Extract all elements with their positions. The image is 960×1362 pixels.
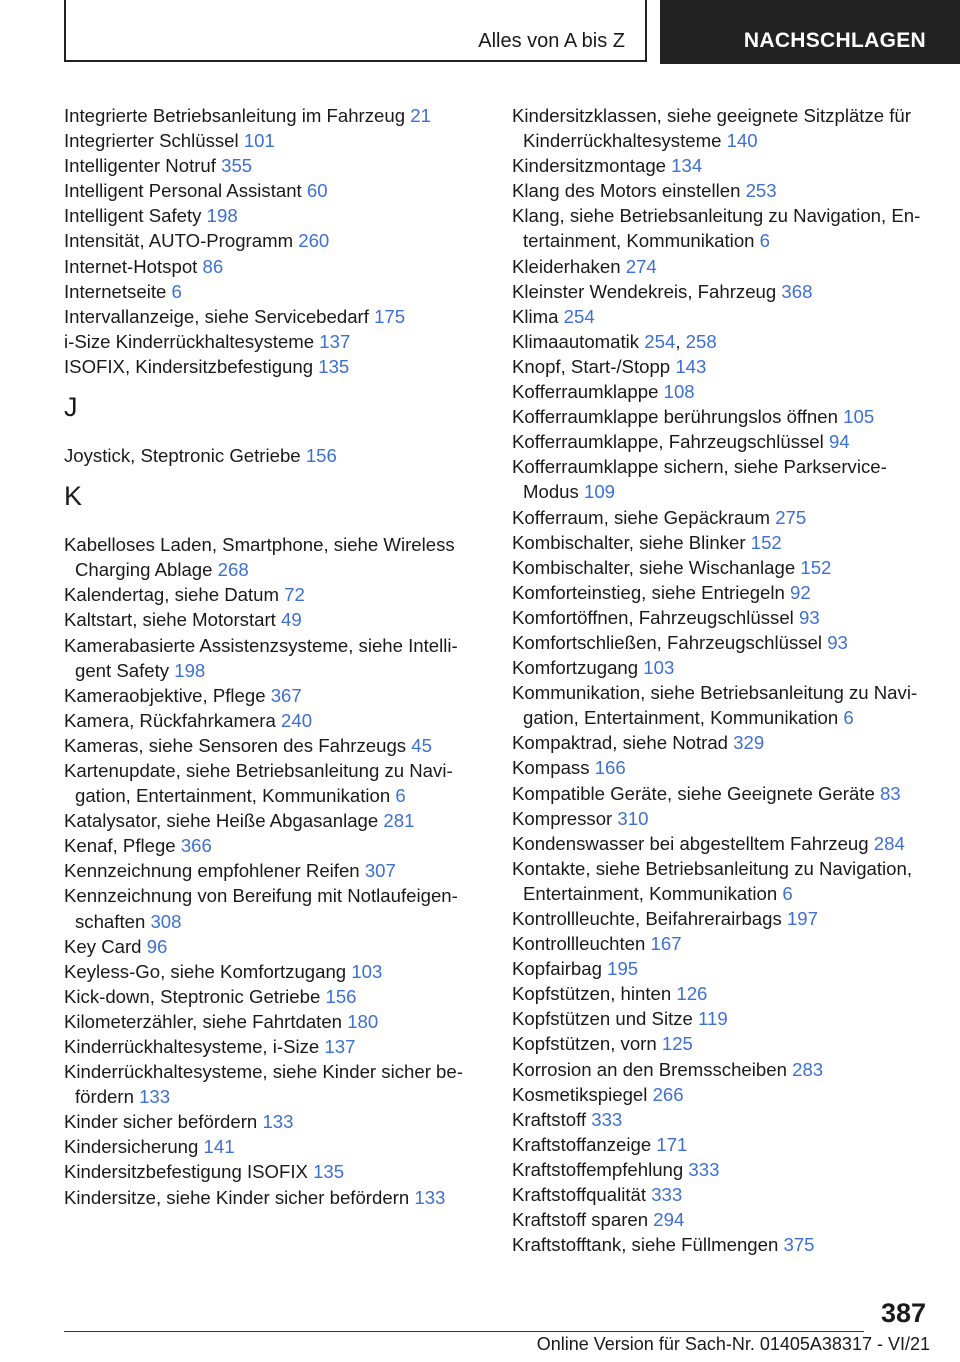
index-entry: [64, 833, 480, 858]
page-reference-link[interactable]: 329: [733, 732, 765, 754]
index-term: Kinder sicher befördern: [64, 1111, 258, 1133]
index-term: Kontrollleuchten: [512, 933, 646, 955]
index-entry: [512, 730, 936, 755]
index-letter-heading: K: [64, 481, 83, 512]
index-entry: [64, 984, 480, 1009]
page-reference-link[interactable]: 140: [726, 130, 758, 152]
index-term: Kopfstützen, hinten: [512, 983, 672, 1005]
index-term: Klima: [512, 305, 559, 327]
index-term: Kamera, Rückfahrkamera: [64, 709, 276, 731]
index-entry: [512, 1157, 936, 1182]
index-entry: [512, 505, 936, 530]
index-term: Kalendertag, siehe Datum: [64, 584, 279, 606]
page-reference-link[interactable]: 152: [800, 556, 832, 578]
index-entry: [64, 254, 480, 279]
index-entry: [64, 128, 480, 153]
index-term: Joystick, Steptronic Getriebe: [64, 445, 301, 467]
page-reference-link[interactable]: 103: [351, 960, 383, 982]
index-entry: [64, 733, 480, 758]
page-reference-link[interactable]: 260: [298, 230, 330, 252]
page-reference-link[interactable]: 195: [607, 958, 639, 980]
page-reference-link[interactable]: 141: [203, 1136, 235, 1158]
page-reference-link[interactable]: 198: [206, 205, 238, 227]
index-entry: [512, 781, 936, 806]
page-reference-link[interactable]: 266: [652, 1083, 684, 1105]
index-term: Kinderrückhaltesysteme, siehe Kinder sicher befördern: [64, 1061, 463, 1108]
index-term: Komforteinstieg, siehe Entriegeln: [512, 581, 785, 603]
page-reference-link[interactable]: 284: [873, 832, 905, 854]
page-reference-link[interactable]: 197: [786, 908, 818, 929]
page-reference-link[interactable]: 355: [221, 155, 253, 177]
page-reference-link[interactable]: 333: [688, 1158, 720, 1180]
page-reference-link[interactable]: 375: [783, 1234, 815, 1256]
index-term: Kontakte, siehe Betriebsanleitung zu Navigation, Entertainment, Kommunikation: [512, 857, 913, 904]
page-reference-link[interactable]: 119: [698, 1008, 728, 1030]
index-entry: [512, 931, 936, 956]
index-entry: [512, 555, 936, 580]
index-term: Komfortöffnen, Fahrzeugschlüssel: [512, 606, 794, 628]
page-reference-link[interactable]: 307: [364, 860, 396, 882]
index-entry: [64, 758, 480, 808]
page-reference-link[interactable]: 72: [284, 584, 305, 606]
index-entry: [64, 103, 480, 128]
index-term: Kofferraumklappe: [512, 381, 659, 403]
index-term: Kompaktrad, siehe Notrad: [512, 732, 729, 754]
index-entry: [512, 429, 936, 454]
index-term: Kofferraumklappe, Fahrzeugschlüssel: [512, 431, 824, 453]
page-reference-link[interactable]: 6: [395, 785, 406, 807]
page-reference-link[interactable]: 156: [305, 445, 337, 467]
page-reference-link[interactable]: 143: [675, 355, 707, 377]
page-reference-link[interactable]: 134: [671, 155, 703, 177]
index-term: Katalysator, siehe Heiße Abgasanlage: [64, 810, 379, 832]
page-reference-link[interactable]: 240: [281, 709, 313, 731]
index-entry: [512, 1082, 936, 1107]
index-entry: [512, 454, 936, 504]
index-term: Kennzeichnung von Bereifung mit Notlaufeigenschaften: [64, 885, 458, 932]
index-entry: [64, 178, 480, 203]
index-term: Kindersitzklassen, siehe geeignete Sitzplätze für Kinderrückhaltesysteme: [512, 105, 911, 152]
page-reference-link[interactable]: 45: [411, 734, 432, 756]
page-reference-link[interactable]: 93: [798, 606, 820, 628]
page-reference-link[interactable]: 83: [879, 782, 901, 804]
index-entry: [64, 708, 480, 733]
page-reference-link[interactable]: 258: [685, 330, 717, 352]
page-reference-link[interactable]: 198: [174, 659, 206, 681]
index-term: Kabelloses Laden, Smartphone, siehe Wireless Charging Ablage: [64, 534, 455, 581]
index-entry: [64, 153, 480, 178]
index-entry: [512, 1006, 936, 1031]
index-term: Klang des Motors einstellen: [512, 180, 741, 202]
page-reference-link[interactable]: 268: [217, 559, 249, 581]
section-title: Alles von A bis Z: [478, 30, 625, 52]
index-term: Kofferraumklappe berührungslos öffnen: [512, 406, 838, 428]
index-entry: [512, 1031, 936, 1056]
index-entry: [64, 934, 480, 959]
page-reference-link[interactable]: 6: [782, 882, 793, 904]
index-term: Kraftstoffqualität: [512, 1184, 647, 1206]
index-column-right: [512, 103, 936, 1257]
index-term: Kameras, siehe Sensoren des Fahrzeugs: [64, 734, 407, 756]
index-entry: [64, 808, 480, 833]
index-term: Komfortzugang: [512, 657, 639, 679]
index-entry: [64, 329, 480, 354]
page-reference-link[interactable]: 86: [202, 255, 224, 277]
index-term: Kondenswasser bei abgestelltem Fahrzeug: [512, 832, 869, 854]
index-entry: [512, 856, 936, 906]
page-reference-link[interactable]: 94: [828, 431, 850, 453]
index-entry: [64, 354, 480, 379]
index-entry: [64, 633, 480, 683]
index-term: Kenaf, Pflege: [64, 835, 176, 857]
index-entry: [512, 254, 936, 279]
index-entry: [64, 203, 480, 228]
index-entry: [512, 680, 936, 730]
index-entry: [512, 831, 936, 856]
page-reference-link[interactable]: 175: [374, 305, 406, 327]
index-term: Kleiderhaken: [512, 255, 621, 277]
index-entry: [64, 443, 480, 468]
page-reference-link[interactable]: 96: [146, 935, 168, 957]
page-reference-link[interactable]: 156: [325, 985, 357, 1007]
page-reference-link[interactable]: 281: [383, 810, 415, 832]
index-term: Kick-down, Steptronic Getriebe: [64, 985, 321, 1007]
chapter-tab: [660, 0, 960, 64]
index-term: Kombischalter, siehe Wischanlage: [512, 556, 796, 578]
page-reference-link[interactable]: 253: [745, 180, 777, 202]
index-term: ISOFIX, Kindersitzbefestigung: [64, 355, 314, 377]
index-term: Kraftstofftank, siehe Füllmengen: [512, 1234, 779, 1256]
page-reference-link[interactable]: 368: [781, 280, 813, 302]
index-term: Kraftstoffempfehlung: [512, 1158, 684, 1180]
page-reference-link[interactable]: 21: [410, 105, 431, 126]
index-term: Kindersicherung: [64, 1136, 199, 1158]
page-reference-link[interactable]: 367: [270, 684, 302, 706]
page-reference-link[interactable]: 60: [306, 180, 328, 202]
index-entry: [64, 532, 480, 582]
page-reference-link[interactable]: 333: [591, 1108, 623, 1130]
page-number: 387: [880, 1298, 926, 1328]
index-term: Kraftstoff: [512, 1108, 587, 1130]
chapter-title: NACHSCHLAGEN: [743, 29, 926, 52]
index-entry: [64, 1059, 480, 1109]
page-reference-link[interactable]: 133: [262, 1111, 294, 1133]
page-reference-link[interactable]: 180: [347, 1010, 379, 1032]
page-reference-link[interactable]: 171: [656, 1133, 688, 1155]
index-term: Internet-Hotspot: [64, 255, 198, 277]
index-entry: [64, 1159, 480, 1184]
page-reference-link[interactable]: 254: [644, 330, 676, 352]
index-letter-heading: J: [64, 392, 78, 423]
index-term: Knopf, Start-/Stopp: [512, 355, 671, 377]
header-box: [64, 0, 647, 62]
page-reference-link[interactable]: 333: [651, 1184, 683, 1206]
index-entry: [512, 981, 936, 1006]
index-term: Kamerabasierte Assistenzsysteme, siehe Intelligent Safety: [64, 634, 458, 681]
index-entry: [512, 1207, 936, 1232]
index-entry: [512, 1057, 936, 1082]
index-entry: [64, 858, 480, 883]
page-reference-link[interactable]: 135: [313, 1161, 345, 1183]
index-entry: [512, 1132, 936, 1157]
page-reference-link[interactable]: 133: [414, 1186, 446, 1208]
index-term: Kontrollleuchte, Beifahrerairbags: [512, 908, 782, 929]
index-term: Kosmetikspiegel: [512, 1083, 648, 1105]
index-entry: [64, 1185, 480, 1210]
page-reference-link[interactable]: 6: [171, 280, 182, 302]
page-reference-link[interactable]: 93: [827, 631, 848, 653]
index-entry: [512, 655, 936, 680]
index-entry: [512, 203, 936, 253]
page-reference-link[interactable]: 105: [843, 406, 875, 428]
index-term: Kraftstoff sparen: [512, 1209, 649, 1231]
index-entry: [64, 304, 480, 329]
index-term: Intelligenter Notruf: [64, 155, 216, 177]
index-term: Kofferraum, siehe Gepäckraum: [512, 506, 771, 528]
index-entry: [64, 279, 480, 304]
index-entry: [512, 404, 936, 429]
page-reference-link[interactable]: 294: [653, 1209, 685, 1231]
page-reference-link[interactable]: 366: [180, 835, 212, 857]
index-term: Intelligent Safety: [64, 205, 202, 227]
page-reference-link[interactable]: 126: [676, 983, 708, 1005]
index-column-left: [64, 103, 480, 1210]
index-term: Kleinster Wendekreis, Fahrzeug: [512, 280, 777, 302]
page-reference-link[interactable]: 135: [318, 355, 350, 377]
page-reference-link[interactable]: 133: [139, 1086, 171, 1108]
index-entry: [512, 153, 936, 178]
page-reference-link[interactable]: 137: [324, 1036, 356, 1057]
page-reference-link[interactable]: 109: [583, 481, 616, 503]
index-entry: [512, 755, 936, 780]
index-term: Integrierte Betriebsanleitung im Fahrzeug: [64, 105, 406, 126]
page-reference-link[interactable]: 6: [843, 707, 854, 729]
index-entry: [512, 1182, 936, 1207]
index-term: Kaltstart, siehe Motorstart: [64, 609, 276, 631]
page-reference-link[interactable]: 137: [319, 330, 351, 352]
index-entry: [512, 103, 936, 153]
index-term: Kindersitzmontage: [512, 155, 666, 177]
index-term: i-Size Kinderrückhaltesysteme: [64, 330, 315, 352]
index-entry: [64, 607, 480, 632]
index-term: Kindersitzbefestigung ISOFIX: [64, 1161, 308, 1183]
index-entry: [512, 906, 936, 931]
page-reference-link[interactable]: 6: [759, 230, 771, 252]
page-reference-link[interactable]: 108: [663, 381, 695, 403]
index-term: Kindersitze, siehe Kinder sicher befördern: [64, 1186, 410, 1208]
page-reference-link[interactable]: 103: [643, 657, 675, 679]
page-reference-link[interactable]: 125: [661, 1033, 693, 1055]
index-entry: [512, 1107, 936, 1132]
index-term: Keyless-Go, siehe Komfortzugang: [64, 960, 347, 982]
footer-text: Online Version für Sach-Nr. 01405A38317 - VI/21: [536, 1334, 930, 1354]
index-entry: [512, 379, 936, 404]
index-term: Kombischalter, siehe Blinker: [512, 531, 746, 553]
index-entry: [512, 279, 936, 304]
index-term: Intervallanzeige, siehe Servicebedarf: [64, 305, 369, 327]
index-entry: [64, 582, 480, 607]
index-entry: [512, 630, 936, 655]
page-reference-link[interactable]: 152: [750, 531, 782, 553]
page-reference-link[interactable]: 49: [281, 609, 302, 631]
page-reference-link[interactable]: 308: [150, 910, 182, 932]
index-entry: [64, 1009, 480, 1034]
index-term: Internetseite: [64, 280, 167, 302]
index-term: Kameraobjektive, Pflege: [64, 684, 266, 706]
index-entry: Klimaautomatik 254, 258: [512, 330, 717, 352]
page-reference-link[interactable]: 274: [625, 255, 657, 277]
index-term: Klang, siehe Betriebsanleitung zu Navigation, Entertainment, Kommunikation: [512, 205, 921, 252]
index-term: Kopfstützen, vorn: [512, 1033, 657, 1055]
index-entry: [64, 228, 480, 253]
index-term: Intelligent Personal Assistant: [64, 180, 302, 202]
index-term: Kompass: [512, 757, 590, 779]
index-term: Integrierter Schlüssel: [64, 130, 239, 152]
index-entry: [512, 304, 936, 329]
index-entry: [512, 1232, 936, 1257]
index-term: Kartenupdate, siehe Betriebsanleitung zu Navigation, Entertainment, Kommunikation: [64, 759, 453, 807]
index-term: Kopfstützen und Sitze: [512, 1008, 693, 1030]
index-term: Komfortschließen, Fahrzeugschlüssel: [512, 631, 823, 653]
page-reference-link[interactable]: 166: [594, 757, 626, 779]
page-reference-link[interactable]: 275: [775, 506, 807, 528]
page-reference-link[interactable]: 254: [563, 305, 595, 327]
footer-divider: [64, 1331, 864, 1332]
page-reference-link[interactable]: 92: [790, 581, 811, 603]
index-term: Intensität, AUTO-Programm: [64, 230, 294, 252]
index-term: Kilometerzähler, siehe Fahrtdaten: [64, 1010, 343, 1032]
index-term: Kopfairbag: [512, 958, 602, 980]
index-term: Kompatible Geräte, siehe Geeignete Geräte: [512, 782, 875, 804]
index-entry: [512, 806, 936, 831]
page-reference-link[interactable]: 310: [617, 807, 649, 829]
index-term: Kraftstoffanzeige: [512, 1133, 652, 1155]
index-term: Kommunikation, siehe Betriebsanleitung zu Navigation, Entertainment, Kommunikation: [512, 682, 918, 729]
index-term: Kofferraumklappe sichern, siehe Parkservice-Modus: [512, 456, 887, 503]
index-entry: [512, 354, 936, 379]
index-term: Kennzeichnung empfohlener Reifen: [64, 860, 360, 882]
index-entry: [64, 883, 480, 933]
index-entry: [512, 530, 936, 555]
index-term: Klimaautomatik: [512, 330, 640, 352]
index-entry: [64, 1034, 480, 1059]
index-entry: [64, 683, 480, 708]
index-entry: [512, 605, 936, 630]
index-entry: [512, 178, 936, 203]
index-entry: [512, 580, 936, 605]
index-term: Kompressor: [512, 807, 613, 829]
index-term: Key Card: [64, 935, 142, 957]
index-entry: [512, 956, 936, 981]
page-reference-link[interactable]: 167: [650, 933, 682, 955]
page-reference-link[interactable]: 283: [792, 1058, 824, 1080]
page-reference-link[interactable]: 101: [243, 130, 275, 152]
index-term: Korrosion an den Bremsscheiben: [512, 1058, 787, 1080]
index-term: Kinderrückhaltesysteme, i-Size: [64, 1036, 320, 1057]
index-entry: [64, 959, 480, 984]
index-entry: [64, 1134, 480, 1159]
index-entry: [64, 1109, 480, 1134]
